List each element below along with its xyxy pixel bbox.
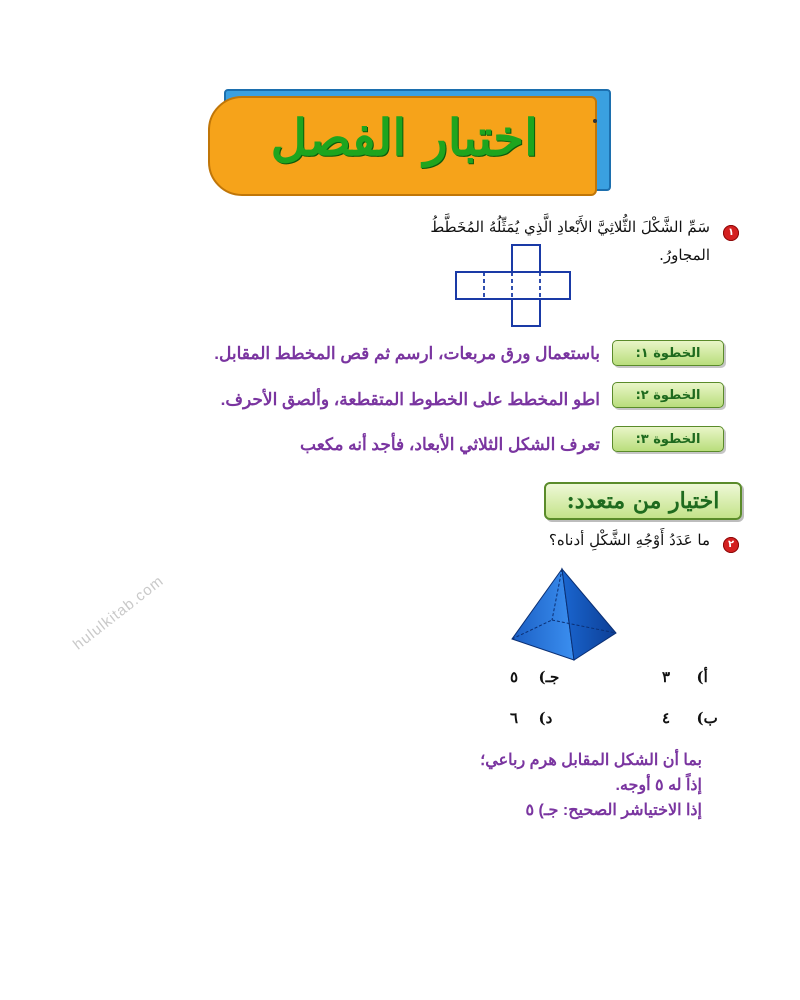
multiple-choice-title: اختيار من متعدد: [566, 488, 720, 514]
step-2-text: اطو المخطط على الخطوط المتقطعة، وألصق الأحرف. [220, 390, 600, 409]
question-1-text-line2: المجاورُ. [659, 246, 710, 264]
site-watermark: hululkitab.com [70, 572, 168, 654]
square-pyramid-image [510, 565, 620, 665]
solution-line-1: بما أن الشكل المقابل هرم رباعي؛ [480, 752, 702, 769]
choice-c-label: جـ) [538, 668, 560, 686]
net-middle-strip [456, 272, 570, 299]
step-2-label: الخطوة ٢: [612, 382, 724, 408]
solution-line-2: إذاً له ٥ أوجه. [615, 777, 702, 794]
solution-line-3: إذا الاختياشر الصحيح: جـ) ٥ [525, 802, 702, 819]
net-bottom-square [512, 299, 540, 326]
question-2-text: ما عَدَدُ أَوْجُهِ الشَّكْلِ أدناه؟ [548, 531, 710, 549]
choice-d-value: ٦ [510, 709, 519, 727]
choice-b-value: ٤ [662, 709, 671, 727]
choice-a[interactable] [662, 668, 708, 686]
choice-d-label: د) [538, 709, 553, 727]
choice-d[interactable] [510, 709, 552, 727]
multiple-choice-header [544, 482, 742, 520]
question-1-text-line1: سَمِّ الشَّكْلَ الثُّلاثِيَّ الأَبْعادِ الَّذِي يُمَثِّلُهُ المُخَطَّطُ [430, 218, 710, 236]
step-3-label: الخطوة ٣: [612, 426, 724, 452]
step-1-label: الخطوة ١: [612, 340, 724, 366]
question-2-badge: ٢ [723, 537, 739, 553]
question-1-badge: ١ [723, 225, 739, 241]
choice-c[interactable] [510, 668, 559, 686]
step-1-text: باستعمال ورق مربعات، ارسم ثم قص المخطط المقابل. [214, 344, 600, 363]
choice-b-label: ب) [696, 709, 718, 727]
choice-a-value: ٣ [662, 668, 671, 686]
choice-c-value: ٥ [510, 668, 519, 686]
net-top-square [512, 245, 540, 272]
chapter-test-title: اختبار الفصل [270, 108, 538, 167]
choice-b[interactable] [662, 709, 718, 727]
cube-net-diagram [454, 244, 572, 328]
banner-dot [593, 119, 597, 123]
step-3-text: تعرف الشكل الثلاثي الأبعاد، فأجد أنه مكعب [300, 435, 600, 454]
choice-a-label: أ) [696, 668, 708, 686]
